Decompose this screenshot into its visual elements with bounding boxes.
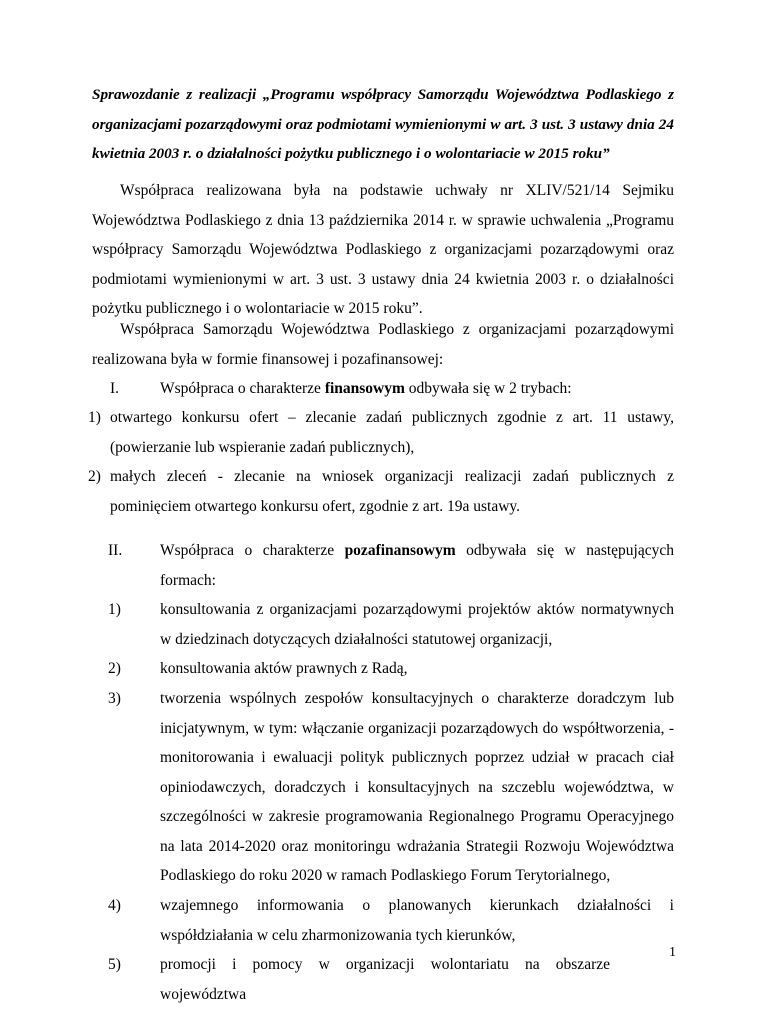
list-item-number: 1) <box>108 601 121 618</box>
document-title: Sprawozdanie z realizacji „Programu współpracy Samorządu Województwa Podlaskiego z organizacjami pozarządowymi oraz podmiotami wymienionymi w art. 3 ust. 3 ustawy dnia 24 kwietnia 2003 r. o działalności pożytku publicznego i o wolontariacie w 2015 roku” <box>92 86 674 162</box>
page-number: 1 <box>669 945 676 960</box>
list-item-text: konsultowania z organizacjami pozarządowymi projektów aktów normatywnych w dziedzinach dotyczących działalności statutowej organizacji, <box>160 601 674 648</box>
list-item-text: wzajemnego informowania o planowanych kierunkach działalności i współdziałania w celu zharmonizowania tych kierunków, <box>160 897 674 944</box>
section-financial-text <box>160 374 674 404</box>
section-nonfinancial-text-before: Współpraca o charakterze <box>160 542 345 559</box>
list-item-number: 2) <box>108 660 121 677</box>
list-item-number: 4) <box>108 897 121 914</box>
list-item-number: 2) <box>88 468 101 485</box>
paragraph-forms: Współpraca Samorządu Województwa Podlaskiego z organizacjami pozarządowymi realizowana była w formie finansowej i pozafinansowej: <box>92 321 674 368</box>
section-financial-bold: finansowym <box>324 380 405 397</box>
section-nonfinancial-text <box>160 536 674 595</box>
list-item-number: 3) <box>108 690 121 707</box>
list-item-text: konsultowania aktów prawnych z Radą, <box>160 660 408 677</box>
list-item-text: małych zleceń - zlecanie na wniosek organizacji realizacji zadań publicznych z pominięciem otwartego konkursu ofert, zgodnie z art. 19a ustawy. <box>110 468 674 515</box>
list-item-text: otwartego konkursu ofert – zlecanie zadań publicznych zgodnie z art. 11 ustawy, (powierzanie lub wspieranie zadań publicznych), <box>110 409 674 456</box>
list-item-text: promocji i pomocy w organizacji wolontariatu na obszarze województwa <box>160 956 610 1003</box>
section-financial-text-before: Współpraca o charakterze <box>160 380 325 397</box>
section-nonfinancial-text-after: odbywała się w następujących formach: <box>160 542 674 589</box>
section-financial-text-after: odbywała się w 2 trybach: <box>404 380 572 397</box>
list-item-text: tworzenia wspólnych zespołów konsultacyjnych o charakterze doradczym lub inicjatywnym, w tym: włączanie organizacji pozarządowych do współtworzenia, - monitorowania i ewaluacji polityk publicznych poprzez udział w pracach ciał opiniodawczych, doradczych i konsultacyjnych na szczeblu województwa, w szczególności w zakresie programowania Regionalnego Programu Operacyjnego na lata 2014-2020 oraz monitoringu wdrażania Strategii Rozwoju Województwa Podlaskiego do roku 2020 w ramach Podlaskiego Forum Terytorialnego, <box>160 690 674 884</box>
list-item-number: 1) <box>88 409 101 426</box>
section-nonfinancial-bold: pozafinansowym <box>344 542 456 559</box>
section-nonfinancial-label: II. <box>108 542 123 559</box>
list-item-number: 5) <box>108 956 121 973</box>
paragraph-legal-basis: Współpraca realizowana była na podstawie uchwały nr XLIV/521/14 Sejmiku Województwa Podlaskiego z dnia 13 października 2014 r. w sprawie uchwalenia „Programu współpracy Samorządu Województwa Podlaskiego z organizacjami pozarządowymi oraz podmiotami wymienionymi w art. 3 ust. 3 ustawy dnia 24 kwietnia 2003 r. o działalności pożytku publicznego i o wolontariacie w 2015 roku”. <box>92 182 674 317</box>
section-financial-label: I. <box>110 380 120 397</box>
